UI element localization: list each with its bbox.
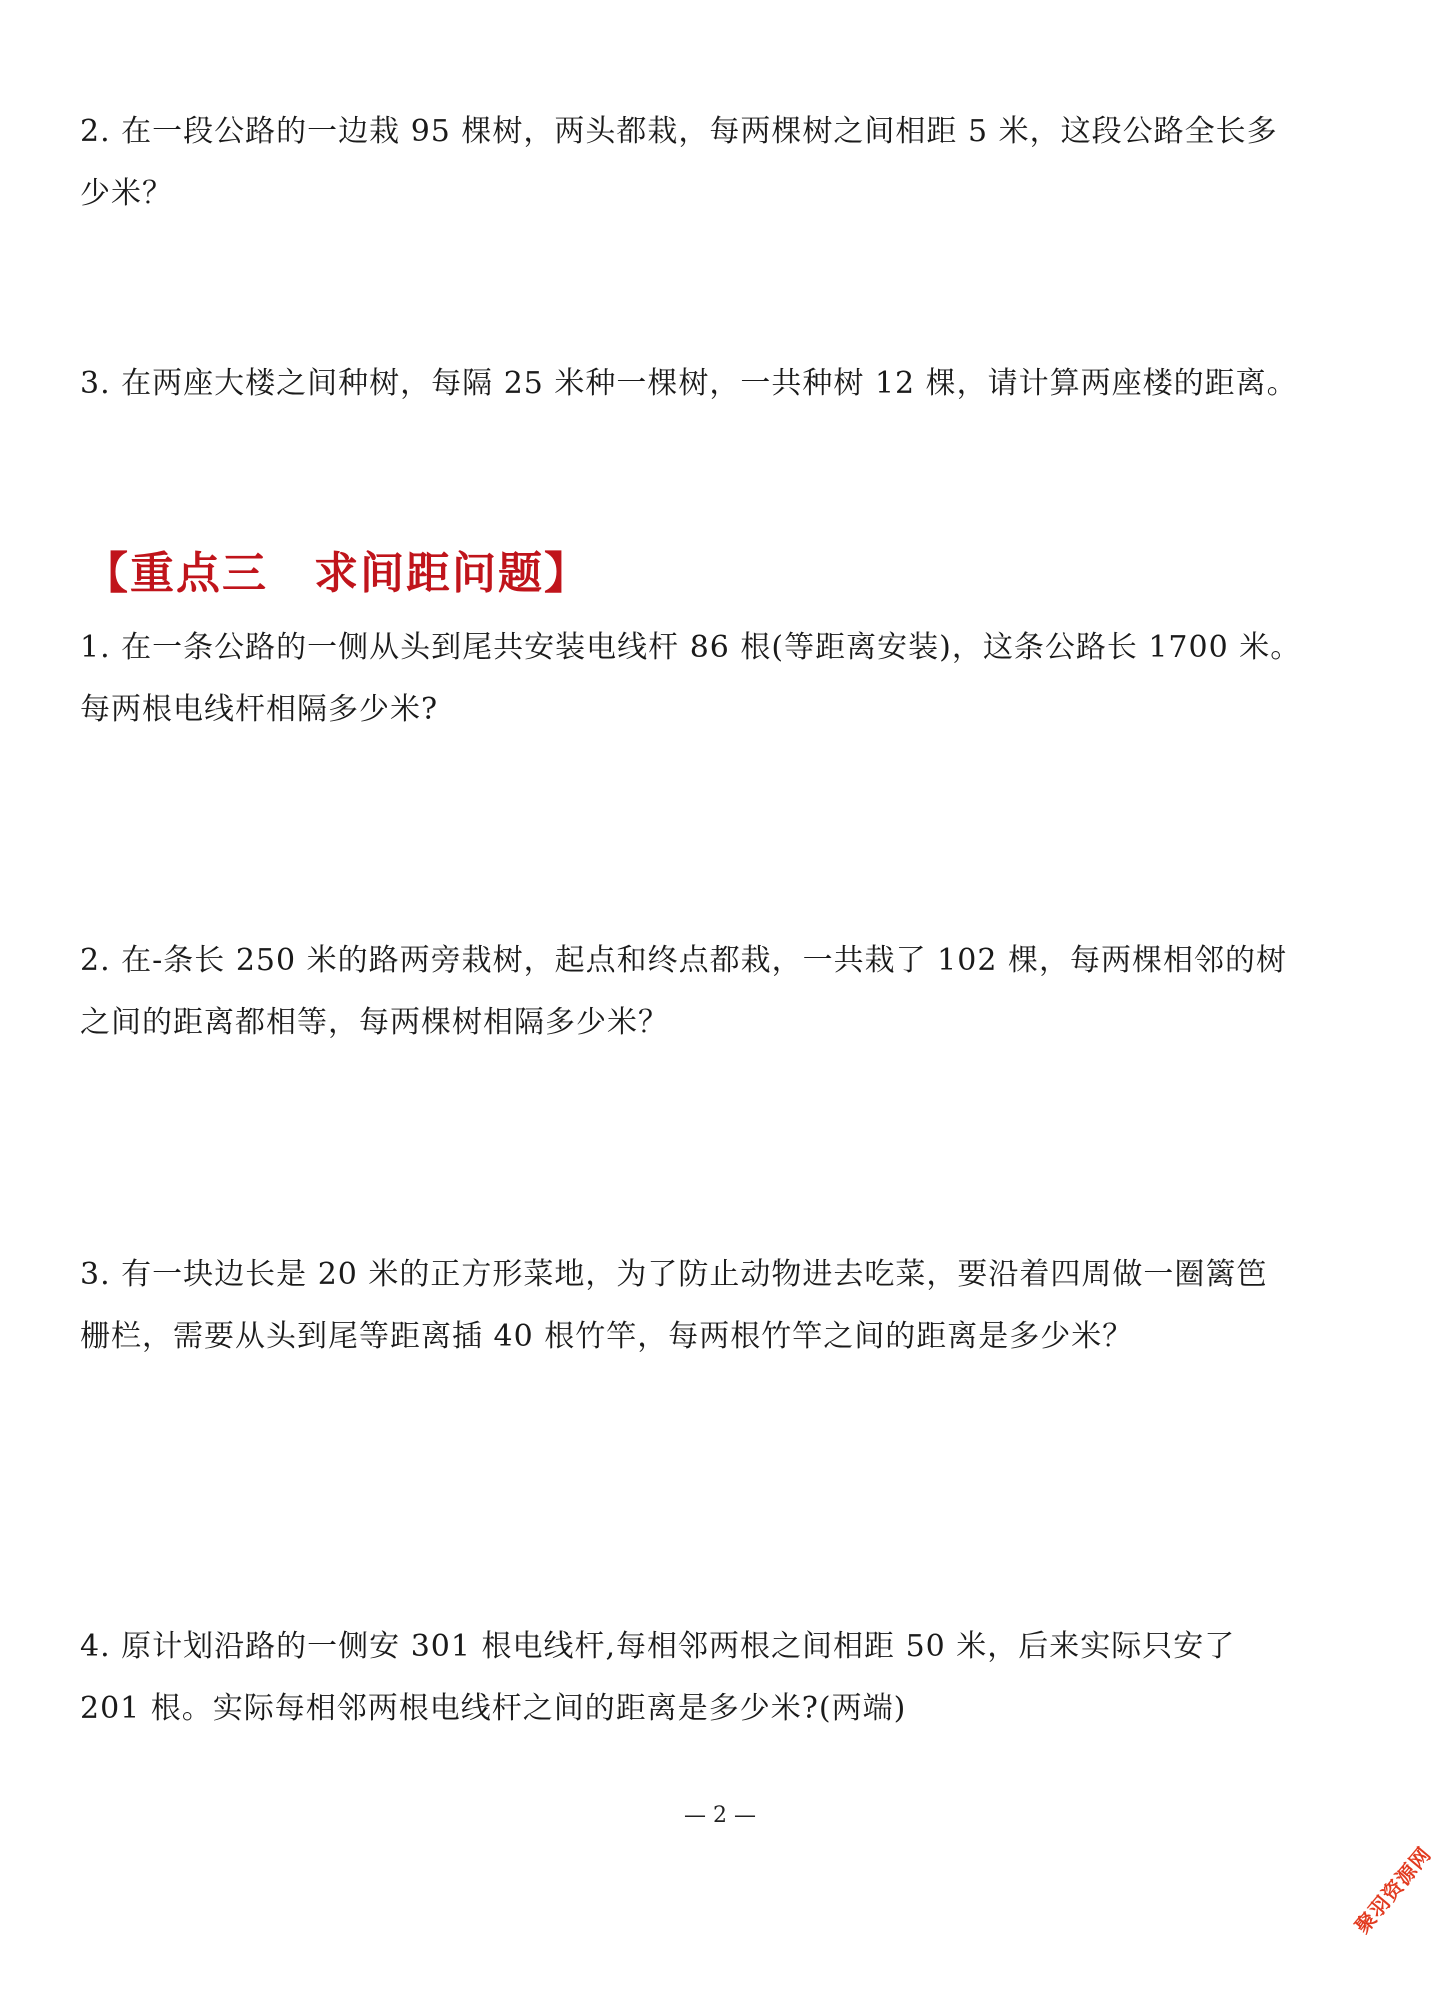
section3-problem-2	[80, 930, 1366, 1054]
section3-problem-1	[80, 617, 1366, 741]
watermark-logo: 聚羽资源网	[1350, 1842, 1436, 1938]
problem-text-line: 之间的距离都相等，每两棵树相隔多少米？	[80, 1005, 669, 1040]
problem-text-line: 2. 在一段公路的一边栽 95 棵树，两头都栽，每两棵树之间相距 5 米，这段公路全长多	[80, 114, 1278, 149]
problem-text-line: 栅栏，需要从头到尾等距离插 40 根竹竿，每两根竹竿之间的距离是多少米？	[80, 1319, 1134, 1354]
section3-problem-3	[80, 1244, 1366, 1368]
problem-text-line: 1. 在一条公路的一侧从头到尾共安装电线杆 86 根(等距离安装)，这条公路长 1700 米。	[80, 630, 1302, 665]
problem-3-buildings-trees	[80, 353, 1366, 415]
page-number: — 2 —	[684, 1803, 756, 1828]
section-heading: 【重点三 求间距问题】	[84, 548, 590, 599]
problem-text-line: 201 根。实际每相邻两根电线杆之间的距离是多少米?(两端)	[80, 1691, 907, 1726]
problem-text-line: 4. 原计划沿路的一侧安 301 根电线杆,每相邻两根之间相距 50 米，后来实际只安了	[80, 1629, 1236, 1664]
problem-text-line: 2. 在-条长 250 米的路两旁栽树，起点和终点都栽，一共栽了 102 棵，每两棵相邻的树	[80, 943, 1287, 978]
problem-text-line: 少米？	[80, 176, 173, 211]
section3-problem-4	[80, 1616, 1366, 1740]
problem-2-road-trees	[80, 101, 1366, 225]
problem-text-line: 3. 在两座大楼之间种树，每隔 25 米种一棵树，一共种树 12 棵，请计算两座楼的距离。	[80, 366, 1298, 401]
problem-text-line: 每两根电线杆相隔多少米?	[80, 692, 439, 727]
problem-text-line: 3. 有一块边长是 20 米的正方形菜地，为了防止动物进去吃菜，要沿着四周做一圈篱笆	[80, 1257, 1268, 1292]
